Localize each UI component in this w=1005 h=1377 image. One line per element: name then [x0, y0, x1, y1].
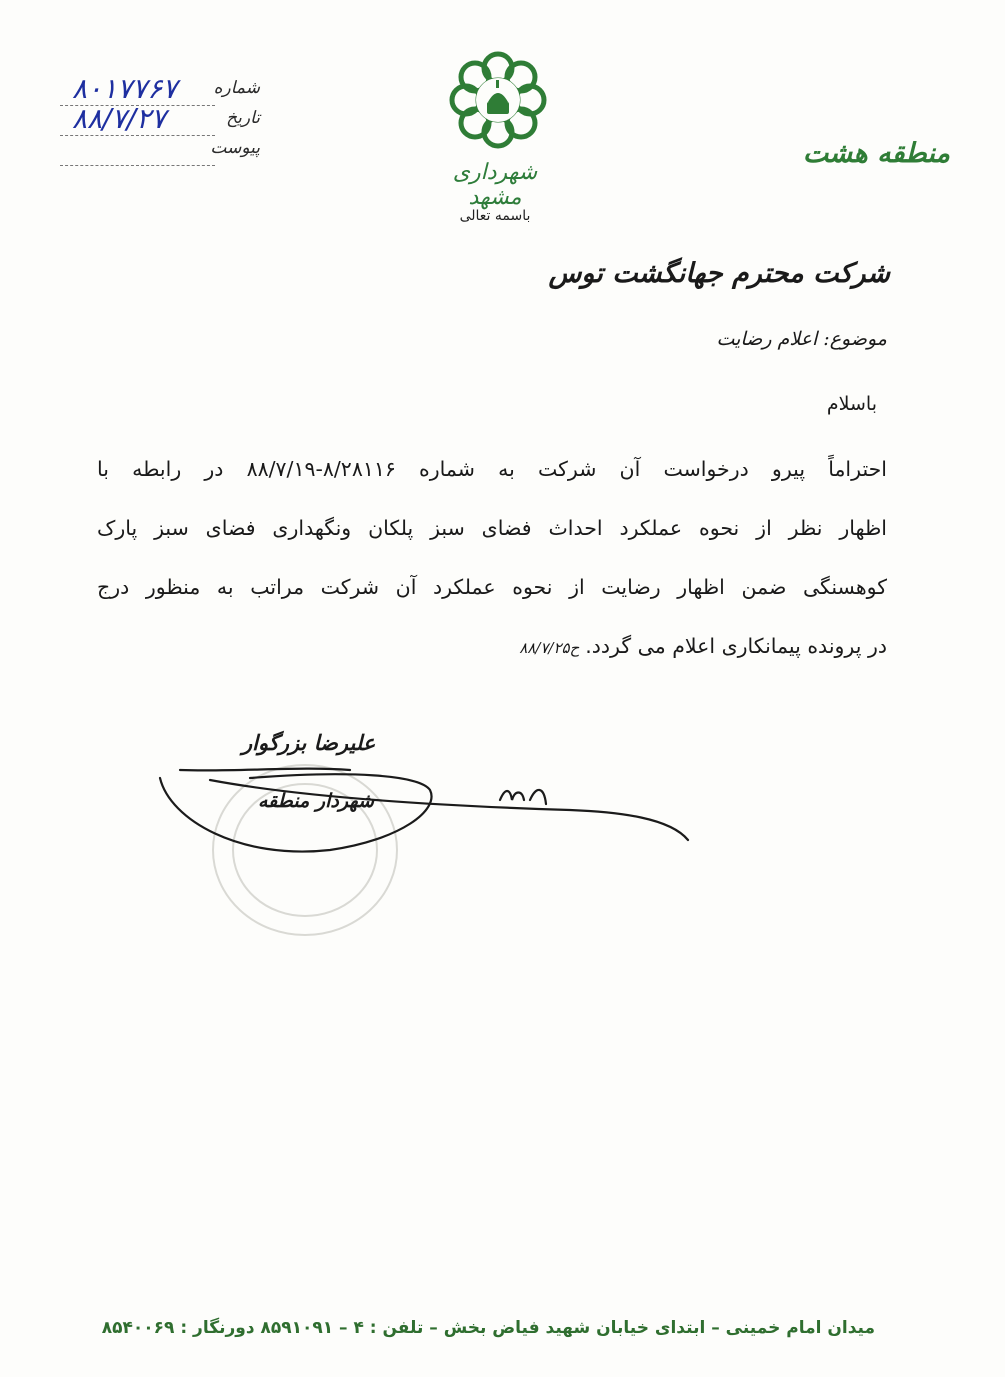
letter-body	[97, 440, 887, 678]
letter-number-value: ۸۰۱۷۷۶۷	[72, 72, 178, 105]
letter-meta-block	[60, 72, 260, 168]
recipient: شرکت محترم جهانگشت توس	[548, 258, 890, 289]
signatory-title: شهردار منطقه	[258, 790, 374, 812]
date-line	[60, 135, 215, 136]
district-name: منطقه هشت	[802, 138, 950, 169]
footer-address: میدان امام خمینی – ابتدای خیابان شهید فیاض بخش – تلفن : ۴ – ۸۵۹۱۰۹۱ دورنگار : ۸۵۴۰۰۶۹	[101, 1318, 875, 1338]
signature-area	[150, 700, 710, 950]
subject-line: موضوع: اعلام رضایت	[716, 328, 887, 350]
body-line-last	[97, 617, 887, 678]
body-line: احتراماً پیرو درخواست آن شرکت به شماره ۸/۲۸۱۱۶-۸۸/۷/۱۹ در رابطه با	[97, 457, 887, 481]
bismillah: باسمه تعالی	[459, 208, 531, 224]
attachment-line	[60, 165, 215, 166]
logo-caption: شهرداری مشهد	[452, 160, 538, 210]
signature-stroke-icon	[150, 700, 710, 950]
attachment-row	[60, 138, 260, 168]
signatory-name: علیرضا بزرگوار	[242, 730, 376, 755]
body-line: کوهسنگی ضمن اظهار رضایت از نحوه عملکرد آن شرکت مراتب به منظور درج	[97, 575, 887, 599]
body-line: اظهار نظر از نحوه عملکرد احداث فضای سبز پلکان ونگهداری فضای سبز پارک	[97, 516, 887, 540]
body-line-text: در پرونده پیمانکاری اعلام می گردد.	[585, 634, 887, 658]
greeting: باسلام	[826, 393, 877, 415]
letter-date-value: ۸۸/۷/۲۷	[72, 102, 167, 135]
letter-date-label: تاریخ	[226, 108, 260, 128]
letter-number-label: شماره	[213, 78, 260, 98]
date-row	[60, 102, 260, 138]
letter-attachment-label: پیوست	[210, 138, 260, 158]
handwritten-date: ح۸۸/۷/۲۵	[519, 639, 580, 657]
